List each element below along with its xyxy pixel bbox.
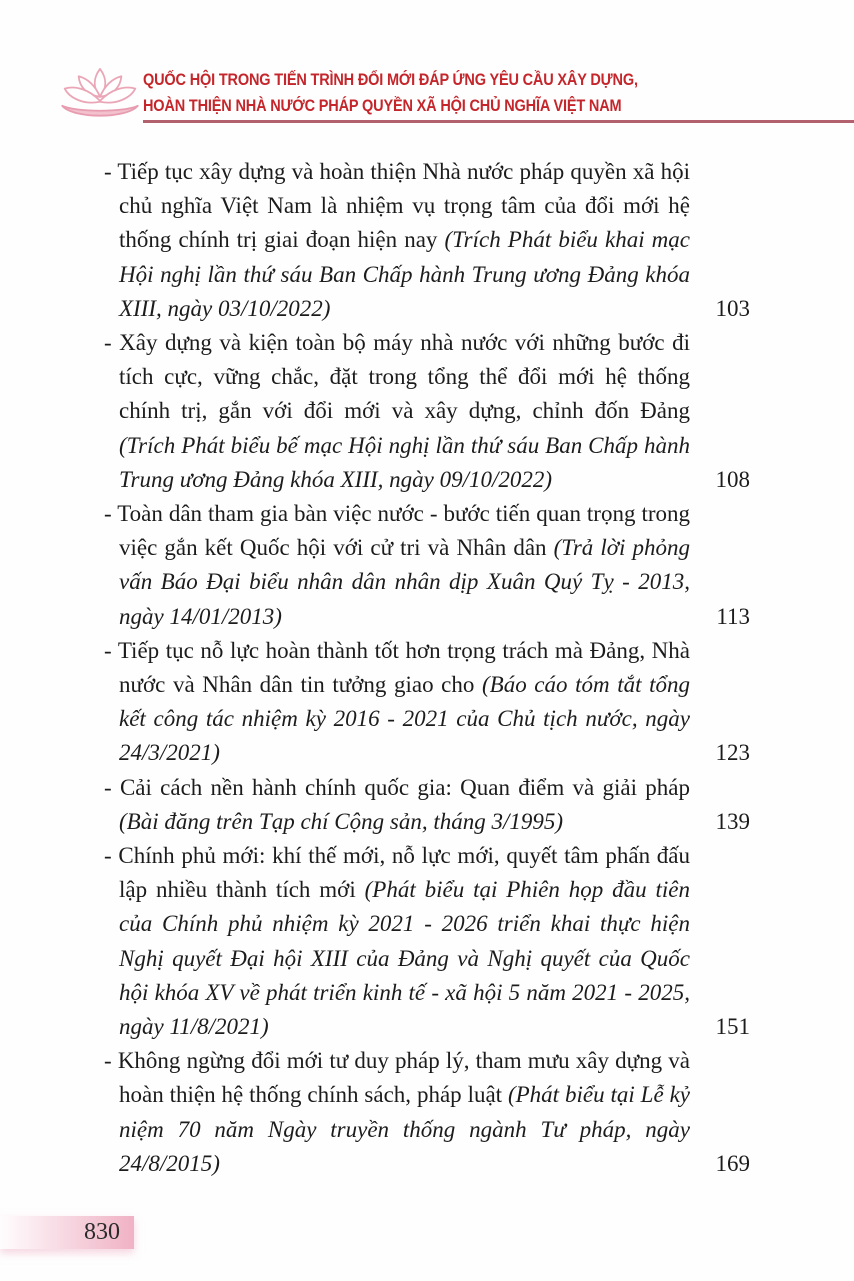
- toc-page-number: 108: [715, 466, 750, 492]
- toc-page-number: 103: [715, 295, 750, 321]
- toc-entry: [104, 839, 750, 1044]
- toc-entry: [104, 1044, 750, 1181]
- lotus-icon: [54, 64, 146, 128]
- toc-entry: [104, 326, 750, 497]
- toc-entry-text: [104, 839, 690, 1044]
- toc-entry-title: - Không ngừng đổi mới tư duy pháp lý, tham mưu xây dựng và hoàn thiện hệ thống chính sách, pháp luật: [104, 1048, 690, 1108]
- book-title-line2: HOÀN THIỆN NHÀ NƯỚC PHÁP QUYỀN XÃ HỘI CHỦ NGHĨA VIỆT NAM: [143, 97, 622, 115]
- header-rule: [143, 120, 854, 123]
- toc-entry-source: (Trả lời phỏng vấn Báo Đại biểu nhân dân nhân dịp Xuân Quý Tỵ - 2013, ngày 14/01/2013): [119, 535, 690, 629]
- toc-page-number: 139: [715, 808, 750, 834]
- toc-page-number: 123: [715, 740, 750, 766]
- toc-entry: [104, 771, 750, 839]
- page-header: [0, 0, 854, 140]
- folio-bar: [0, 1216, 134, 1249]
- toc-page-number: 151: [715, 1014, 750, 1040]
- toc-list: [104, 155, 750, 1181]
- book-title: [143, 67, 843, 119]
- toc-entry-source: (Trích Phát biểu bế mạc Hội nghị lần thứ sáu Ban Chấp hành Trung ương Đảng khóa XIII, ngày 09/10/2022): [119, 432, 690, 492]
- toc-entry-source: (Phát biểu tại Phiên họp đầu tiên của Chính phủ nhiệm kỳ 2021 - 2026 triển khai thực hiện Nghị quyết Đại hội XIII của Đảng và Nghị quyết của Quốc hội khóa XV về phát triển kinh tế - xã hội 5 năm 2021 - 2025, ngày 11/8/2021): [119, 877, 690, 1040]
- toc-entry-text: [104, 634, 690, 771]
- toc-entry-text: [104, 771, 690, 839]
- toc-entry-source: (Báo cáo tóm tắt tổng kết công tác nhiệm kỳ 2016 - 2021 của Chủ tịch nước, ngày 24/3/2021): [119, 672, 690, 766]
- toc-entry-title: - Tiếp tục nỗ lực hoàn thành tốt hơn trọng trách mà Đảng, Nhà nước và Nhân dân tin tưởng giao cho: [104, 637, 690, 698]
- toc-entry-source: (Bài đăng trên Tạp chí Cộng sản, tháng 3/1995): [119, 808, 564, 834]
- toc-entry-text: [104, 326, 690, 497]
- toc-entry-text: [104, 1044, 690, 1181]
- toc-entry-title: - Xây dựng và kiện toàn bộ máy nhà nước với những bước đi tích cực, vững chắc, đặt trong tổng thể đổi mới hệ thống chính trị, gắn với đổi mới và xây dựng, chỉnh đốn Đảng: [104, 330, 690, 424]
- toc-entry-title: - Cải cách nền hành chính quốc gia: Quan điểm và giải pháp: [104, 774, 690, 800]
- toc-entry-source: (Trích Phát biểu khai mạc Hội nghị lần thứ sáu Ban Chấp hành Trung ương Đảng khóa XIII, ngày 03/10/2022): [119, 227, 691, 321]
- toc-entry: [104, 634, 750, 771]
- toc-page-number: 169: [715, 1150, 750, 1176]
- toc-entry-text: [104, 497, 690, 634]
- toc-page-number: 113: [716, 603, 750, 629]
- toc-entry: [104, 497, 750, 634]
- toc-entry-title: - Toàn dân tham gia bàn việc nước - bước tiến quan trọng trong việc gắn kết Quốc hội với cử tri và Nhân dân: [104, 501, 690, 561]
- folio-page-number: 830: [84, 1219, 120, 1245]
- toc-entry-source: (Phát biểu tại Lễ kỷ niệm 70 năm Ngày truyền thống ngành Tư pháp, ngày 24/8/2015): [119, 1082, 690, 1176]
- toc-entry: [104, 155, 750, 326]
- toc-entry-title: - Tiếp tục xây dựng và hoàn thiện Nhà nước pháp quyền xã hội chủ nghĩa Việt Nam là nhiệm vụ trọng tâm của đổi mới hệ thống chính trị giai đoạn hiện nay: [104, 159, 690, 253]
- book-title-line1: QUỐC HỘI TRONG TIẾN TRÌNH ĐỔI MỚI ĐÁP ỨNG YÊU CẦU XÂY DỰNG,: [143, 71, 638, 89]
- toc-entry-text: [104, 155, 690, 326]
- toc-entry-title: - Chính phủ mới: khí thế mới, nỗ lực mới, quyết tâm phấn đấu lập nhiều thành tích mới: [104, 843, 690, 903]
